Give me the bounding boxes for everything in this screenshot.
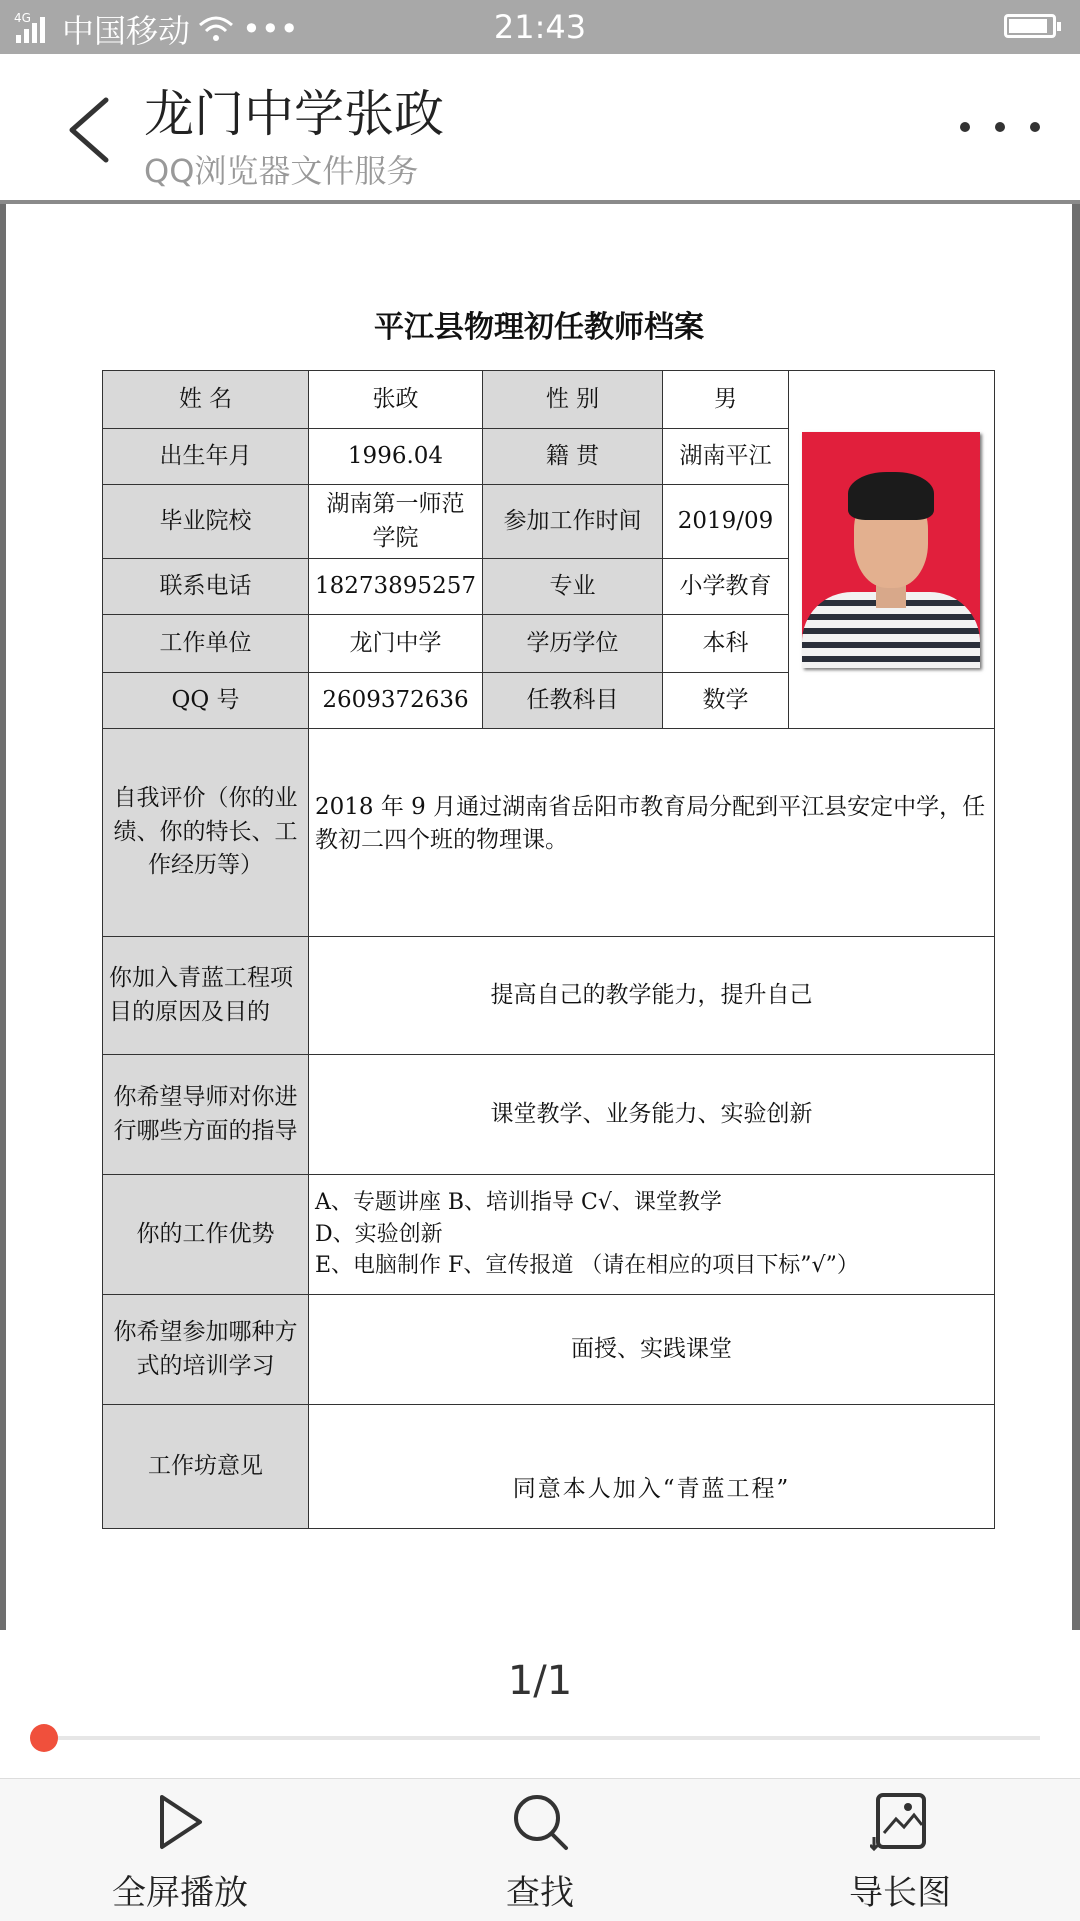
opinion-value: 同意本人加入“青蓝工程” <box>309 1405 995 1529</box>
photo-cell <box>788 371 994 729</box>
advantage-label: 你的工作优势 <box>103 1175 309 1295</box>
advantage-line: D、实验创新 <box>315 1221 443 1247</box>
subject-label: 任教科目 <box>482 673 662 729</box>
page-subtitle: QQ浏览器文件服务 <box>144 152 419 190</box>
phone-label: 联系电话 <box>103 559 309 615</box>
page-slider-thumb[interactable] <box>30 1724 58 1752</box>
degree-value: 本科 <box>662 615 788 673</box>
self-eval-label: 自我评价（你的业绩、你的特长、工作经历等） <box>103 729 309 937</box>
name-label: 姓 名 <box>103 371 309 429</box>
gender-value: 男 <box>662 371 788 429</box>
network-tag: 4G <box>14 11 31 25</box>
search-button[interactable] <box>420 1791 660 1915</box>
subject-value: 数学 <box>662 673 788 729</box>
header <box>0 54 1080 204</box>
document-page <box>6 204 1072 1630</box>
reason-value: 提高自己的教学能力，提升自己 <box>309 937 995 1055</box>
training-label: 你希望参加哪种方式的培训学习 <box>103 1295 309 1405</box>
guidance-label: 你希望导师对你进行哪些方面的指导 <box>103 1055 309 1175</box>
status-bar <box>0 0 1080 54</box>
pager <box>0 1630 1080 1778</box>
birth-label: 出生年月 <box>103 429 309 485</box>
origin-value: 湖南平江 <box>662 429 788 485</box>
guidance-value: 课堂教学、业务能力、实验创新 <box>309 1055 995 1175</box>
opinion-label: 工作坊意见 <box>103 1405 309 1529</box>
export-image-icon <box>870 1791 930 1853</box>
advantage-line: E、电脑制作 F、宣传报道 （请在相应的项目下标”√”） <box>315 1253 859 1279</box>
name-value: 张政 <box>309 371 483 429</box>
degree-label: 学历学位 <box>482 615 662 673</box>
fullscreen-play-label: 全屏播放 <box>112 1873 248 1913</box>
self-eval-value: 2018 年 9 月通过湖南省岳阳市教育局分配到平江县安定中学，任教初二四个班的物理课。 <box>309 729 995 937</box>
work-time-label: 参加工作时间 <box>482 485 662 559</box>
fullscreen-play-button[interactable] <box>60 1791 300 1915</box>
page-title: 龙门中学张政 <box>144 85 444 143</box>
unit-value: 龙门中学 <box>309 615 483 673</box>
bottom-toolbar <box>0 1778 1080 1921</box>
export-long-image-button[interactable] <box>780 1791 1020 1915</box>
unit-label: 工作单位 <box>103 615 309 673</box>
teacher-profile-form <box>102 370 995 1529</box>
search-icon <box>510 1791 570 1853</box>
export-label: 导长图 <box>849 1873 951 1913</box>
back-arrow-icon[interactable] <box>56 90 126 170</box>
advantage-value <box>309 1175 995 1295</box>
play-icon <box>150 1791 210 1853</box>
status-dots: ••• <box>242 10 299 48</box>
origin-label: 籍 贯 <box>482 429 662 485</box>
profile-photo <box>802 432 980 668</box>
qq-label: QQ 号 <box>103 673 309 729</box>
more-icon[interactable] <box>960 112 1040 142</box>
school-value: 湖南第一师范学院 <box>309 485 483 559</box>
birth-value: 1996.04 <box>309 429 483 485</box>
gender-label: 性 别 <box>482 371 662 429</box>
reason-label: 你加入青蓝工程项目的原因及目的 <box>103 937 309 1055</box>
carrier-name: 中国移动 <box>62 12 191 50</box>
advantage-line: A、专题讲座 B、培训指导 C√、课堂教学 <box>315 1189 722 1215</box>
document-title: 平江县物理初任教师档案 <box>374 310 704 345</box>
qq-value: 2609372636 <box>309 673 483 729</box>
training-value: 面授、实践课堂 <box>309 1295 995 1405</box>
page-slider-track[interactable] <box>44 1736 1040 1740</box>
battery-icon <box>1004 14 1056 38</box>
page-number: 1/1 <box>507 1658 573 1704</box>
major-value: 小学教育 <box>662 559 788 615</box>
school-label: 毕业院校 <box>103 485 309 559</box>
phone-value: 18273895257 <box>309 559 483 615</box>
status-time: 21:43 <box>493 8 587 46</box>
search-label: 查找 <box>506 1873 574 1913</box>
major-label: 专业 <box>482 559 662 615</box>
document-viewer[interactable] <box>0 204 1080 1630</box>
work-time-value: 2019/09 <box>662 485 788 559</box>
